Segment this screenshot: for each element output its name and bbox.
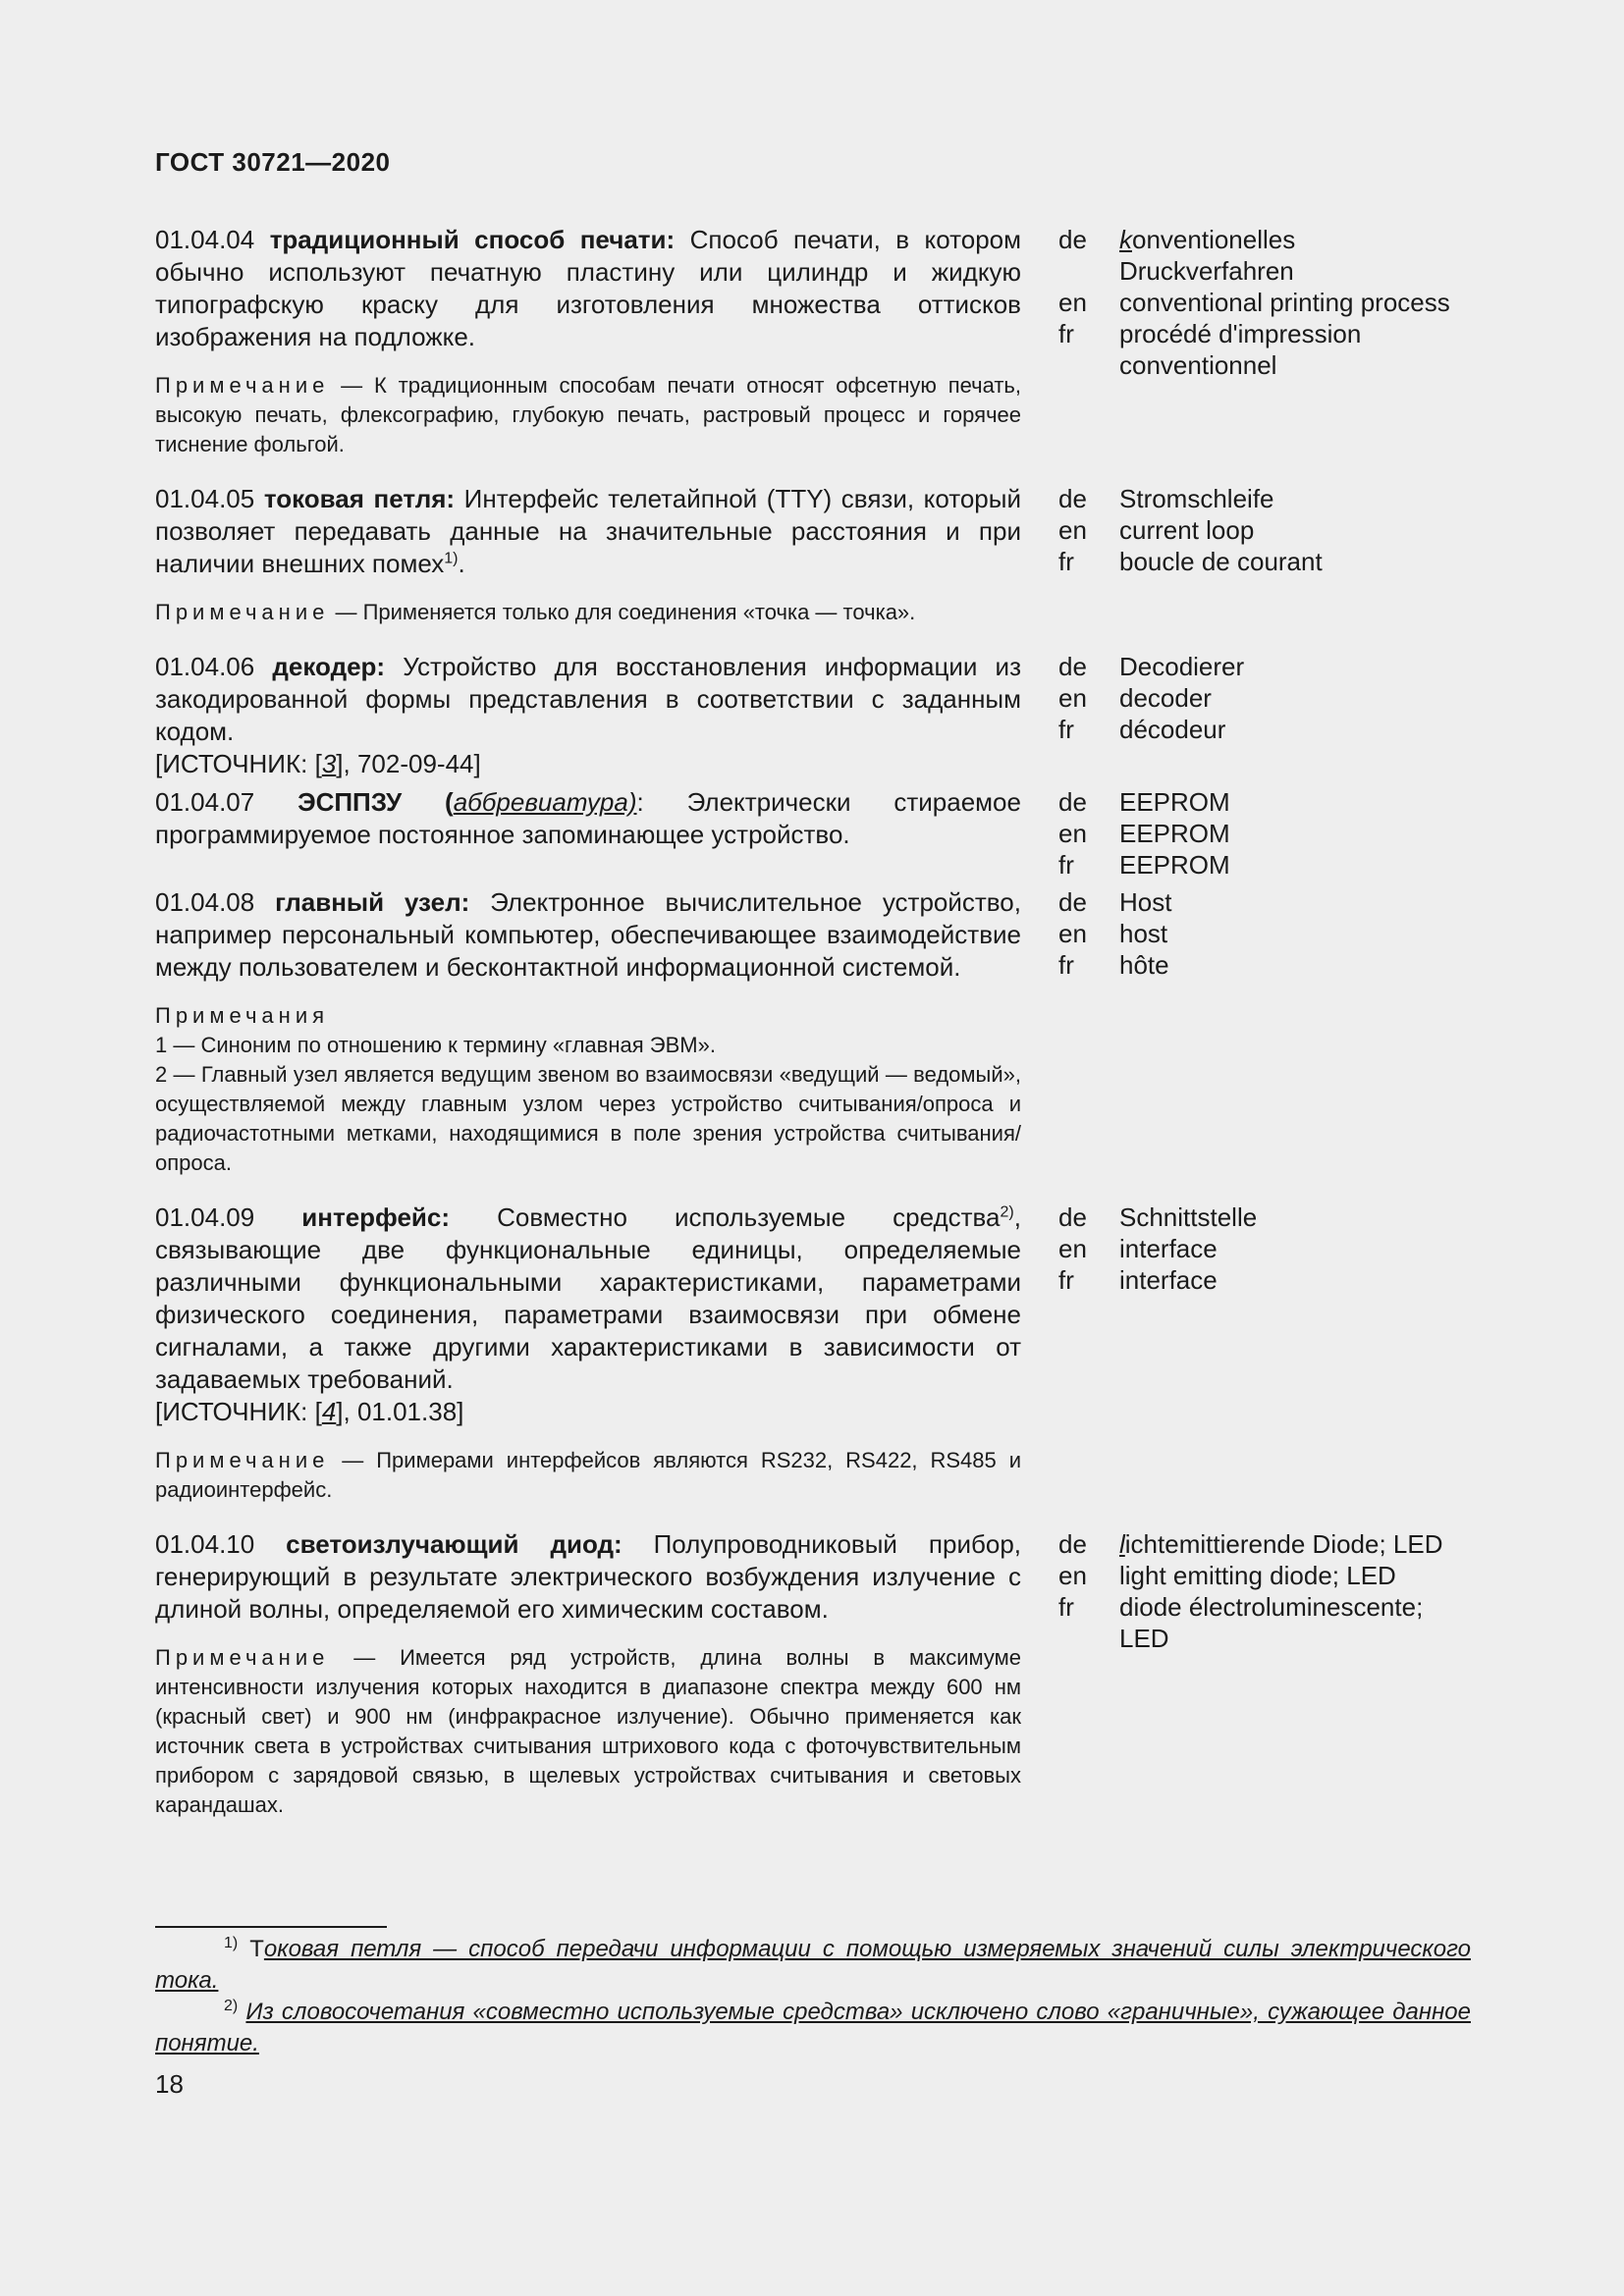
definition: 01.04.09 интерфейс: Совместно используемые средства$^{2)}$, связывающие две функциональные единицы, определяемые различными функциональными характеристиками, параметрами физического соединения, параметрами взаимосвязи при обмене сигналами, а также другими характеристиками в зависимости от задаваемых требований.	[155, 1202, 1021, 1394]
translations: de EEPROM en EEPROM fr EEPROM	[1058, 787, 1230, 880]
note: Примечание — Применяется только для соединения «точка — точка».	[155, 600, 916, 624]
notes: Примечания 1 — Синоним по отношению к термину «главная ЭВМ». 2 — Главный узел является ведущим звеном во взаимосвязи «ведущий — ведомый», осуществляемой между главным узлом через устройство считывания/опроса и радиочастотными метками, находящимися в поле зрения устройства считывания/опроса.	[155, 1003, 1021, 1175]
definition: 01.04.06 декодер: Устройство для восстановления информации из закодированной формы представления в соответствии с заданным кодом.	[155, 652, 1021, 746]
translations: de Stromschleife en current loop fr boucle de courant	[1058, 484, 1323, 576]
definition: 01.04.08 главный узел: Электронное вычислительное устройство, например персональный компьютер, обеспечивающее взаимодействие между пользователем и бесконтактной информационной системой.	[155, 887, 1021, 982]
source-link[interactable]: 4	[321, 1397, 337, 1426]
entry-01-04-09	[155, 1201, 1471, 1505]
definition: 01.04.07 ЭСППЗУ (аббревиатура): Электрически стираемое программируемое постоянное запоминающее устройство.	[155, 787, 1021, 849]
note: Примечание — К традиционным способам печати относят офсетную печать, высокую печать, флексографию, глубокую печать, растровый процесс и горячее тиснение фольгой.	[155, 373, 1021, 456]
footnote-2: $^{2)}$ Из словосочетания «совместно используемые средства» исключено слово «граничные», сужающее данное понятие.	[155, 1998, 1471, 2056]
entry-01-04-05	[155, 483, 1471, 627]
footnote-1: $^{1)}$ Токовая петля — способ передачи информации с помощью измеряемых значений силы электрического тока.	[155, 1935, 1471, 1994]
translations: de Decodierer en decoder fr décodeur	[1058, 652, 1245, 744]
entry-01-04-08	[155, 886, 1471, 1178]
translations: de Host en host fr hôte	[1058, 887, 1172, 980]
terms-content	[155, 224, 1471, 1843]
footnote-ref[interactable]: 2)	[1000, 1203, 1014, 1221]
definition: 01.04.04 традиционный способ печати: Способ печати, в котором обычно используют печатную пластину или цилиндр и жидкую типографскую краску для изготовления множества оттисков изображения на подложке.	[155, 225, 1021, 351]
source-link[interactable]: 3	[321, 749, 337, 778]
footnote-ref[interactable]: 1)	[444, 550, 459, 567]
entry-01-04-07	[155, 786, 1471, 881]
source-ref: [ИСТОЧНИК: [4], 01.01.38]	[155, 1397, 464, 1426]
definition: 01.04.10 светоизлучающий диод: Полупроводниковый прибор, генерирующий в результате электрического возбуждения излучение с длиной волны, определяемой его химическим составом.	[155, 1529, 1021, 1624]
source-ref: [ИСТОЧНИК: [3], 702-09-44]	[155, 749, 481, 778]
translations: de Schnittstelle en interface fr interface	[1058, 1202, 1258, 1295]
note: Примечание — Имеется ряд устройств, длина волны в максимуме интенсивности излучения которых находится в диапазоне спектра между 600 нм (красный свет) и 900 нм (инфракрасное излучение). Обычно применяется как источник света в устройствах считывания штрихового кода с фоточувствительным прибором с зарядовой связью, в щелевых устройствах считывания и световых карандашах.	[155, 1645, 1021, 1817]
standard-title: ГОСТ 30721—2020	[155, 147, 391, 177]
note: Примечание — Примерами интерфейсов являются RS232, RS422, RS485 и радиоинтерфейс.	[155, 1448, 1021, 1502]
page-number: 18	[155, 2069, 184, 2099]
entry-01-04-06	[155, 651, 1471, 780]
translations: de konventionelles Druckverfahren en conventional printing process fr procédé d'impression conventionnel	[1058, 225, 1450, 380]
entry-01-04-04	[155, 224, 1471, 459]
entry-01-04-10	[155, 1528, 1471, 1820]
translations: de lichtemittierende Diode; LED en light emitting diode; LED fr diode électroluminescente; LED	[1058, 1529, 1443, 1653]
footnotes	[155, 1934, 1471, 2059]
definition: 01.04.05 токовая петля: Интерфейс телетайпной (TTY) связи, который позволяет передавать данные на значительные расстояния и при наличии внешних помех$^{1)}$.	[155, 484, 1021, 578]
footnote-divider	[155, 1926, 387, 1928]
